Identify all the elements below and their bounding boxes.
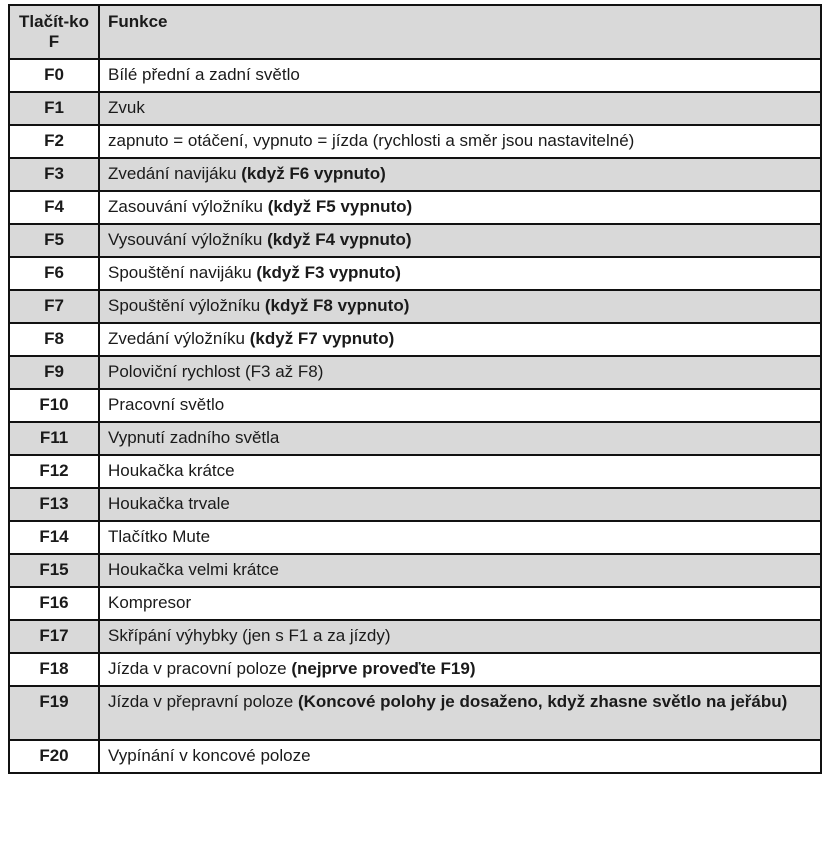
function-description-cell bbox=[99, 740, 821, 773]
function-key: F10 bbox=[39, 395, 69, 414]
table-row-f7 bbox=[9, 290, 821, 323]
function-description-cell bbox=[99, 356, 821, 389]
table-row-f3 bbox=[9, 158, 821, 191]
table-row-f11 bbox=[9, 422, 821, 455]
function-description: Jízda v pracovní poloze bbox=[108, 659, 292, 678]
function-key-cell bbox=[9, 323, 99, 356]
function-description: Zasouvání výložníku bbox=[108, 197, 268, 216]
header-function-label: Funkce bbox=[108, 12, 168, 31]
function-description: Zvedání navijáku bbox=[108, 164, 242, 183]
table-row-f6 bbox=[9, 257, 821, 290]
function-key: F4 bbox=[44, 197, 64, 216]
function-description-cell bbox=[99, 224, 821, 257]
function-description-cell bbox=[99, 191, 821, 224]
function-key-cell bbox=[9, 488, 99, 521]
function-description: Spouštění navijáku bbox=[108, 263, 257, 282]
function-key-cell bbox=[9, 740, 99, 773]
header-function-column bbox=[99, 5, 821, 59]
function-table bbox=[8, 4, 822, 774]
function-condition: (když F4 vypnuto) bbox=[267, 230, 412, 249]
table-header-row bbox=[9, 5, 821, 59]
function-key-cell bbox=[9, 389, 99, 422]
table-row-f10 bbox=[9, 389, 821, 422]
function-key-cell bbox=[9, 290, 99, 323]
function-description: Houkačka velmi krátce bbox=[108, 560, 280, 579]
function-description: Vypínání v koncové poloze bbox=[108, 746, 311, 765]
function-key: F14 bbox=[39, 527, 69, 546]
function-key: F0 bbox=[44, 65, 64, 84]
function-key: F12 bbox=[39, 461, 69, 480]
table-row-f1 bbox=[9, 92, 821, 125]
table-row-f14 bbox=[9, 521, 821, 554]
function-key: F2 bbox=[44, 131, 64, 150]
function-condition: (Koncové polohy je dosaženo, když zhasne světlo na jeřábu) bbox=[297, 692, 788, 711]
function-condition: (nejprve proveďte F19) bbox=[291, 659, 476, 678]
function-description-cell bbox=[99, 653, 821, 686]
function-condition: (když F8 vypnuto) bbox=[264, 296, 410, 315]
function-key: F5 bbox=[44, 230, 64, 249]
function-key: F17 bbox=[39, 626, 69, 645]
function-description-cell bbox=[99, 455, 821, 488]
function-description-cell bbox=[99, 59, 821, 92]
function-description: zapnuto = otáčení, vypnuto = jízda (rychlosti a směr jsou nastavitelné) bbox=[108, 131, 635, 150]
function-key-cell bbox=[9, 224, 99, 257]
function-condition: (když F5 vypnuto) bbox=[267, 197, 413, 216]
function-key: F18 bbox=[39, 659, 69, 678]
function-key: F16 bbox=[39, 593, 69, 612]
function-key-cell bbox=[9, 92, 99, 125]
function-key: F3 bbox=[44, 164, 64, 183]
header-key-label: Tlačít-ko F bbox=[19, 12, 89, 51]
function-description: Zvuk bbox=[108, 98, 145, 117]
function-key: F6 bbox=[44, 263, 64, 282]
function-key-cell bbox=[9, 587, 99, 620]
function-key-cell bbox=[9, 422, 99, 455]
function-condition: (když F3 vypnuto) bbox=[256, 263, 401, 282]
function-description: Vypnutí zadního světla bbox=[108, 428, 280, 447]
function-description: Skřípání výhybky (jen s F1 a za jízdy) bbox=[108, 626, 391, 645]
function-key: F20 bbox=[39, 746, 69, 765]
table-row-f17 bbox=[9, 620, 821, 653]
function-description-cell bbox=[99, 488, 821, 521]
table-row-f19 bbox=[9, 686, 821, 740]
function-key-cell bbox=[9, 125, 99, 158]
function-description: Zvedání výložníku bbox=[108, 329, 250, 348]
function-description-cell bbox=[99, 290, 821, 323]
function-key: F9 bbox=[44, 362, 64, 381]
function-key-cell bbox=[9, 521, 99, 554]
function-condition: (když F6 vypnuto) bbox=[241, 164, 386, 183]
function-key: F8 bbox=[44, 329, 64, 348]
function-key-cell bbox=[9, 653, 99, 686]
function-description: Houkačka trvale bbox=[108, 494, 230, 513]
function-key: F19 bbox=[39, 692, 69, 711]
function-description: Kompresor bbox=[108, 593, 192, 612]
table-row-f4 bbox=[9, 191, 821, 224]
table-row-f15 bbox=[9, 554, 821, 587]
function-key-cell bbox=[9, 356, 99, 389]
function-description: Vysouvání výložníku bbox=[108, 230, 268, 249]
function-description: Houkačka krátce bbox=[108, 461, 235, 480]
table-row-f20 bbox=[9, 740, 821, 773]
function-key-cell bbox=[9, 620, 99, 653]
function-key: F7 bbox=[44, 296, 64, 315]
table-row-f5 bbox=[9, 224, 821, 257]
function-key: F1 bbox=[44, 98, 64, 117]
function-description: Spouštění výložníku bbox=[108, 296, 265, 315]
table-row-f9 bbox=[9, 356, 821, 389]
function-key-cell bbox=[9, 191, 99, 224]
table-row-f0 bbox=[9, 59, 821, 92]
function-description-cell bbox=[99, 686, 821, 740]
table-row-f16 bbox=[9, 587, 821, 620]
table-row-f13 bbox=[9, 488, 821, 521]
function-description-cell bbox=[99, 554, 821, 587]
function-key: F11 bbox=[39, 428, 69, 447]
function-description-cell bbox=[99, 587, 821, 620]
function-description-cell bbox=[99, 125, 821, 158]
table-row-f8 bbox=[9, 323, 821, 356]
function-description: Poloviční rychlost (F3 až F8) bbox=[108, 362, 324, 381]
function-description: Pracovní světlo bbox=[108, 395, 225, 414]
function-description-cell bbox=[99, 323, 821, 356]
function-key: F15 bbox=[39, 560, 69, 579]
function-key-cell bbox=[9, 257, 99, 290]
function-key-cell bbox=[9, 554, 99, 587]
function-key: F13 bbox=[39, 494, 69, 513]
function-key-cell bbox=[9, 686, 99, 740]
function-description-cell bbox=[99, 521, 821, 554]
header-key-column bbox=[9, 5, 99, 59]
table-row-f2 bbox=[9, 125, 821, 158]
function-description-cell bbox=[99, 92, 821, 125]
function-condition: (když F7 vypnuto) bbox=[249, 329, 395, 348]
function-description-cell bbox=[99, 158, 821, 191]
function-description-cell bbox=[99, 257, 821, 290]
function-description: Bílé přední a zadní světlo bbox=[108, 65, 300, 84]
function-description: Tlačítko Mute bbox=[108, 527, 211, 546]
function-key-cell bbox=[9, 455, 99, 488]
function-description-cell bbox=[99, 422, 821, 455]
function-key-cell bbox=[9, 158, 99, 191]
table-row-f12 bbox=[9, 455, 821, 488]
table-row-f18 bbox=[9, 653, 821, 686]
function-description: Jízda v přepravní poloze bbox=[108, 692, 298, 711]
function-key-cell bbox=[9, 59, 99, 92]
function-description-cell bbox=[99, 389, 821, 422]
function-description-cell bbox=[99, 620, 821, 653]
